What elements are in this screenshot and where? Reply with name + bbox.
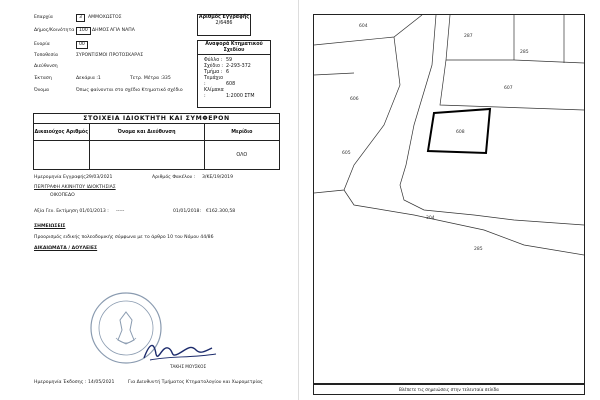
- diefthinsi-label: Διεύθυνση: [34, 64, 58, 69]
- registration-value: 2/6486: [215, 21, 233, 26]
- onoma-label: Όνομα: [34, 88, 50, 93]
- owner-col-number: Δικαιούχος Αριθμός: [34, 124, 90, 140]
- issue-date: 14/05/2021: [88, 380, 115, 385]
- date-reg-label: Ημερομηνία Εγγραφής :: [34, 175, 89, 180]
- parcel-map-lines: [314, 15, 584, 383]
- cadastral-row: Σχέδιο : 2-293-372: [204, 64, 251, 69]
- registration-label: Αριθμός Εγγραφής: [198, 15, 250, 20]
- registration-box: [197, 14, 251, 36]
- owner-col-name: Όνομα και Διεύθυνση: [90, 124, 205, 140]
- cadastral-row: Τμήμα : 6: [204, 70, 230, 75]
- date-reg-value: 29/03/2021: [86, 175, 113, 180]
- value-2013: -----: [116, 209, 125, 214]
- cadastral-map-page: [298, 0, 600, 400]
- cadastral-title: Αναφορά Κτηματικού Σχεδίου: [198, 41, 270, 55]
- value-2018: €162.300,58: [206, 209, 236, 214]
- property-desc-title: ΠΕΡΙΓΡΑΦΗ ΑΚΙΝΗΤΟΥ ΙΔΙΟΚΤΗΣΙΑΣ: [34, 185, 116, 190]
- map-note: Βλέπετε τις σημειώσεις στην τελευταία σελίδα: [313, 384, 585, 395]
- parcel-label: 304: [426, 216, 435, 221]
- onoma-value: Όπως φαίνονται στο σχέδιο Κτηματικό σχέδιο: [76, 88, 183, 93]
- cadastral-row: Φύλλο : 59: [204, 58, 233, 63]
- owner-table-title: ΣΤΟΙΧΕΙΑ ΙΔΙΟΚΤΗΤΗ ΚΑΙ ΣΥΜΦΕΡΟΝ: [34, 114, 279, 124]
- owner-name: [90, 141, 205, 169]
- tetr-value: 335: [162, 76, 171, 81]
- table-row: [34, 141, 279, 169]
- notes-text: Προορισμός ειδικής πολεοδομικής σύμφωνα με το άρθρο 10 του Νόμου 44/86: [34, 235, 214, 240]
- cadastral-row: Τεμάχιο : 608: [204, 76, 236, 87]
- cadastral-rows: [198, 55, 270, 100]
- cadastral-box: [197, 40, 271, 108]
- parcel-label: 607: [504, 86, 513, 91]
- parcel-label: 285: [520, 50, 529, 55]
- value-2018-label: 01/01/2018:: [173, 209, 202, 214]
- owner-table: [33, 113, 280, 170]
- file-value: 3/ΚΕ/19/2019: [202, 175, 234, 180]
- topothesia-label: Τοποθεσία: [34, 53, 58, 58]
- issue-authority: Για Διευθυντή Τμήματος Κτηματολογίου και Χωρομετρίας: [128, 380, 263, 385]
- value-2013-label: Αξία Γεν. Εκτίμηση 01/01/2013 :: [34, 209, 109, 214]
- rights-title: ΔΙΚΑΙΩΜΑΤΑ / ΔΟΥΛΕΙΕΣ: [34, 246, 98, 251]
- topothesia-value: ΣΥΡΟΝΤΙΣΜΟΙ ΠΡΟΤΟΣΚΑΡΑΣ: [76, 53, 144, 58]
- parcel-label: 287: [464, 34, 473, 39]
- signature-name: ΤΑΚΗΣ ΜΟΥΣΚΟΣ: [170, 364, 207, 369]
- tetr-label: Τετρ. Μέτρα :: [130, 76, 163, 81]
- parcel-label: 604: [359, 24, 368, 29]
- owner-col-share: Μερίδιο: [231, 129, 253, 135]
- eparchia-label: Επαρχία: [34, 15, 53, 20]
- owner-table-header: [34, 124, 279, 141]
- certificate-page: [0, 0, 295, 400]
- parcel-label: 605: [342, 151, 351, 156]
- property-desc-value: ΟΙΚΟΠΕΔΟ: [50, 193, 75, 198]
- enoria-label: Ενορία: [34, 42, 50, 47]
- dimos-label: Δήμος/Κοινότητα: [34, 28, 75, 33]
- cadastral-map: [313, 14, 585, 384]
- issue-label: Ημερομηνία Έκδοσης :: [34, 380, 87, 385]
- dimos-name: ΑΓΙΑ ΝΑΠΑ: [110, 28, 135, 33]
- notes-title: ΣΗΜΕΙΩΣΕΙΣ: [34, 224, 66, 229]
- ektasi-value: Δεκάρια :1: [76, 76, 101, 81]
- ektasi-label: Έκταση: [34, 76, 52, 81]
- parcel-label: 285: [474, 247, 483, 252]
- parcel-label: 608: [456, 130, 465, 135]
- parcel-label: 606: [350, 97, 359, 102]
- owner-number: [34, 141, 90, 169]
- file-label: Αριθμός Φακέλου :: [152, 175, 196, 180]
- dimos-code: 100: [76, 27, 91, 35]
- eparchia-name: ΑΜΜΟΧΩΣΤΟΣ: [88, 15, 122, 20]
- dimos-prefix: ΔΗΜΟΣ: [92, 28, 110, 33]
- enoria-code: 00: [76, 41, 88, 49]
- cadastral-row: Κλίμακα : 1:2000 ΣΤΜ: [204, 88, 255, 99]
- eparchia-code: 3: [76, 14, 85, 22]
- signature-scribble: [140, 338, 220, 364]
- owner-share: ΟΛΟ: [236, 152, 248, 158]
